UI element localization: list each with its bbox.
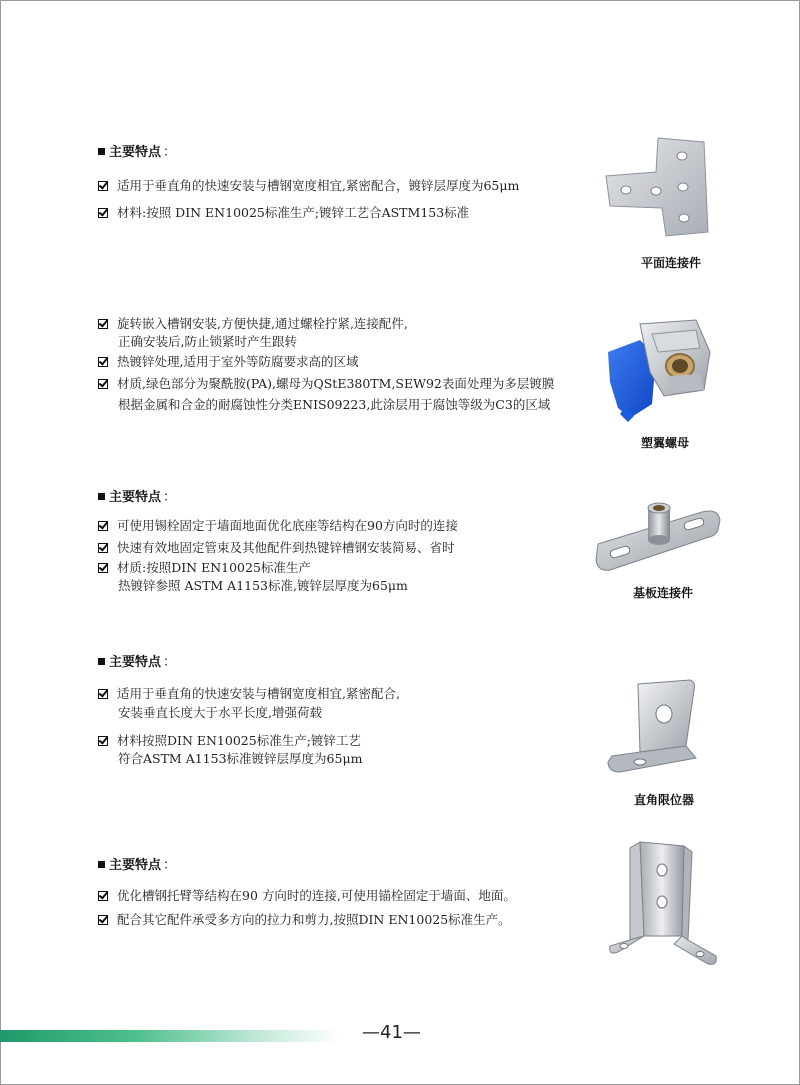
- checkbox-icon: [98, 521, 108, 531]
- section-heading: 主要特点 ：: [98, 651, 176, 670]
- feature-item: 材质,绿色部分为聚酰胺(PA),螺母为QStE380TM,SEW92表面处理为多层镀膜: [98, 373, 554, 394]
- feature-item: 热镀锌处理,适用于室外等防腐要求高的区域: [98, 351, 358, 372]
- feature-item-continuation: 根据金属和合金的耐腐蚀性分类ENIS09223,此涂层用于腐蚀等级为C3的区域: [118, 397, 551, 412]
- page-number: —41—: [362, 1022, 421, 1043]
- square-bullet-icon: [98, 148, 105, 155]
- checkbox-icon: [98, 181, 108, 191]
- feature-item: 适用于垂直角的快速安装与槽钢宽度相宜,紧密配合,: [98, 683, 400, 704]
- checkbox-icon: [98, 379, 108, 389]
- section-heading: 主要特点 ：: [98, 854, 176, 873]
- right-angle-stopper-icon: [600, 676, 704, 776]
- checkbox-icon: [98, 563, 108, 573]
- u-bracket-icon: [604, 840, 720, 970]
- feature-item: 快速有效地固定管束及其他配件到热键锌槽钢安装简易、省时: [98, 537, 455, 558]
- feature-item: 材料:按照 DIN EN10025标准生产;镀锌工艺合ASTM153标准: [98, 202, 469, 223]
- square-bullet-icon: [98, 493, 105, 500]
- product-caption: 塑翼螺母: [640, 436, 689, 450]
- product-caption: 直角限位器: [633, 793, 694, 807]
- checkbox-icon: [98, 915, 108, 925]
- feature-item-continuation: 安装垂直长度大于水平长度,增强荷载: [118, 705, 322, 720]
- footer-accent-bar: [0, 1030, 340, 1042]
- plastic-wing-nut-icon: [600, 312, 722, 424]
- checkbox-icon: [98, 736, 108, 746]
- feature-item: 材质:按照DIN EN10025标准生产: [98, 557, 311, 578]
- square-bullet-icon: [98, 861, 105, 868]
- square-bullet-icon: [98, 658, 105, 665]
- checkbox-icon: [98, 689, 108, 699]
- feature-item-continuation: 符合ASTM A1153标准镀锌层厚度为65μm: [118, 751, 363, 766]
- feature-item-continuation: 正确安装后,防止锁紧时产生跟转: [118, 334, 297, 349]
- checkbox-icon: [98, 357, 108, 367]
- feature-item: 可使用锡栓固定于墙面地面优化底座等结构在90方向时的连接: [98, 515, 458, 536]
- product-caption: 基板连接件: [632, 586, 693, 600]
- section-heading: 主要特点 ：: [98, 141, 176, 160]
- checkbox-icon: [98, 891, 108, 901]
- product-caption: 平面连接件: [640, 256, 701, 270]
- feature-item: 配合其它配件承受多方向的拉力和剪力,按照DIN EN10025标准生产。: [98, 909, 511, 930]
- checkbox-icon: [98, 208, 108, 218]
- checkbox-icon: [98, 543, 108, 553]
- checkbox-icon: [98, 319, 108, 329]
- feature-item: 适用于垂直角的快速安装与槽钢宽度相宜,紧密配合，镀锌层厚度为65μm: [98, 175, 519, 196]
- feature-item: 旋转嵌入槽钢安装,方便快捷,通过螺栓拧紧,连接配件,: [98, 313, 408, 334]
- feature-item: 材料按照DIN EN10025标准生产;镀锌工艺: [98, 730, 361, 751]
- section-heading: 主要特点 ：: [98, 486, 176, 505]
- flat-plate-connector-icon: [596, 132, 716, 250]
- base-plate-connector-icon: [592, 494, 726, 578]
- feature-item: 优化槽钢托臂等结构在90 方向时的连接,可使用锚栓固定于墙面、地面。: [98, 885, 516, 906]
- feature-item-continuation: 热镀锌参照 ASTM A1153标准,镀锌层厚度为65μm: [118, 578, 408, 593]
